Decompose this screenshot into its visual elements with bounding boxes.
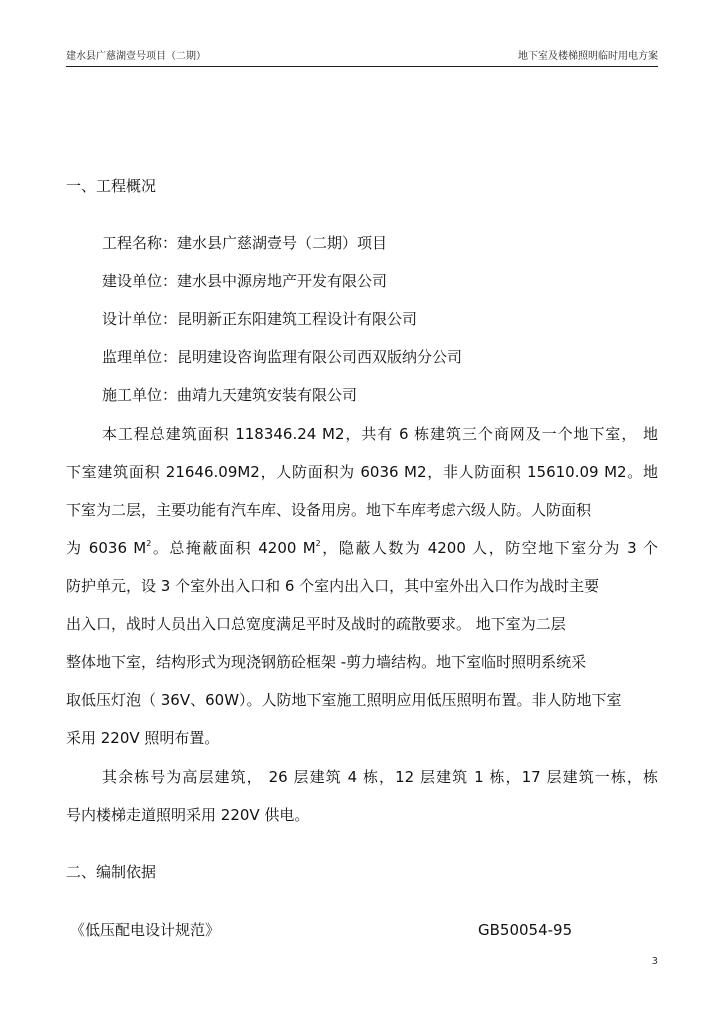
reference-standard-code: GB50054-95 [478,921,573,939]
paragraph-line-9: 采用 220V 照明布置。 [66,729,220,747]
paragraph-line-6: 出入口，战时人员出入口总宽度满足平时及战时的疏散要求。 地下室为二层 [66,615,566,633]
paragraph-line-1: 本工程总建筑面积 118346.24 M2，共有 6 栋建筑三个商网及一个地下室， 地 [102,425,658,443]
line4-part3: ，隐蔽人数为 4200 人，防空地下室分为 3 个 [320,539,658,557]
section-title-basis: 二、编制依据 [66,863,157,881]
paragraph-line-4 [66,538,658,558]
paragraph-line-2: 下室建筑面积 21646.09M2，人防面积为 6036 M2，非人防面积 15610.09 M2。地 [66,463,658,481]
paragraph-line-7: 整体地下室，结构形式为现浇钢筋砼框架 -剪力墙结构。地下室临时照明系统采 [66,653,587,671]
line4-part1: 为 6036 M [66,539,147,557]
page-number: 3 [651,956,658,967]
field-developer: 建设单位：建水县中源房地产开发有限公司 [102,272,388,290]
field-project-name: 工程名称：建水县广慈湖壹号（二期）项目 [102,234,388,252]
field-supervisor: 监理单位：昆明建设咨询监理有限公司西双版纳分公司 [102,348,463,366]
superscript-2: 2 [146,539,152,548]
paragraph2-line-1: 其余栋号为高层建筑， 26 层建筑 4 栋，12 层建筑 1 栋，17 层建筑一栋，栋 [102,768,658,786]
paragraph2-line-2: 号内楼梯走道照明采用 220V 供电。 [66,806,310,824]
superscript-2-second: 2 [315,539,321,548]
section-title-project-overview: 一、工程概况 [66,177,157,195]
field-designer: 设计单位：昆明新正东阳建筑工程设计有限公司 [102,310,418,328]
paragraph-line-3: 下室为二层，主要功能有汽车库、设备用房。地下车库考虑六级人防。人防面积 [66,501,592,519]
header-project-name: 建水县广慈湖壹号项目（二期） [66,51,206,62]
page-header [66,50,658,67]
paragraph-line-8: 取低压灯泡（ 36V、60W）。人防地下室施工照明应用低压照明布置。非人防地下室 [66,691,622,709]
paragraph-line-5: 防护单元，设 3 个室外出入口和 6 个室内出入口，其中室外出入口作为战时主要 [66,577,600,595]
header-document-title: 地下室及楼梯照明临时用电方案 [518,51,658,62]
field-contractor: 施工单位：曲靖九天建筑安装有限公司 [102,386,358,404]
line4-part2: 。总掩蔽面积 4200 M [151,539,316,557]
reference-standard-name: 《低压配电设计规范》 [70,921,221,939]
